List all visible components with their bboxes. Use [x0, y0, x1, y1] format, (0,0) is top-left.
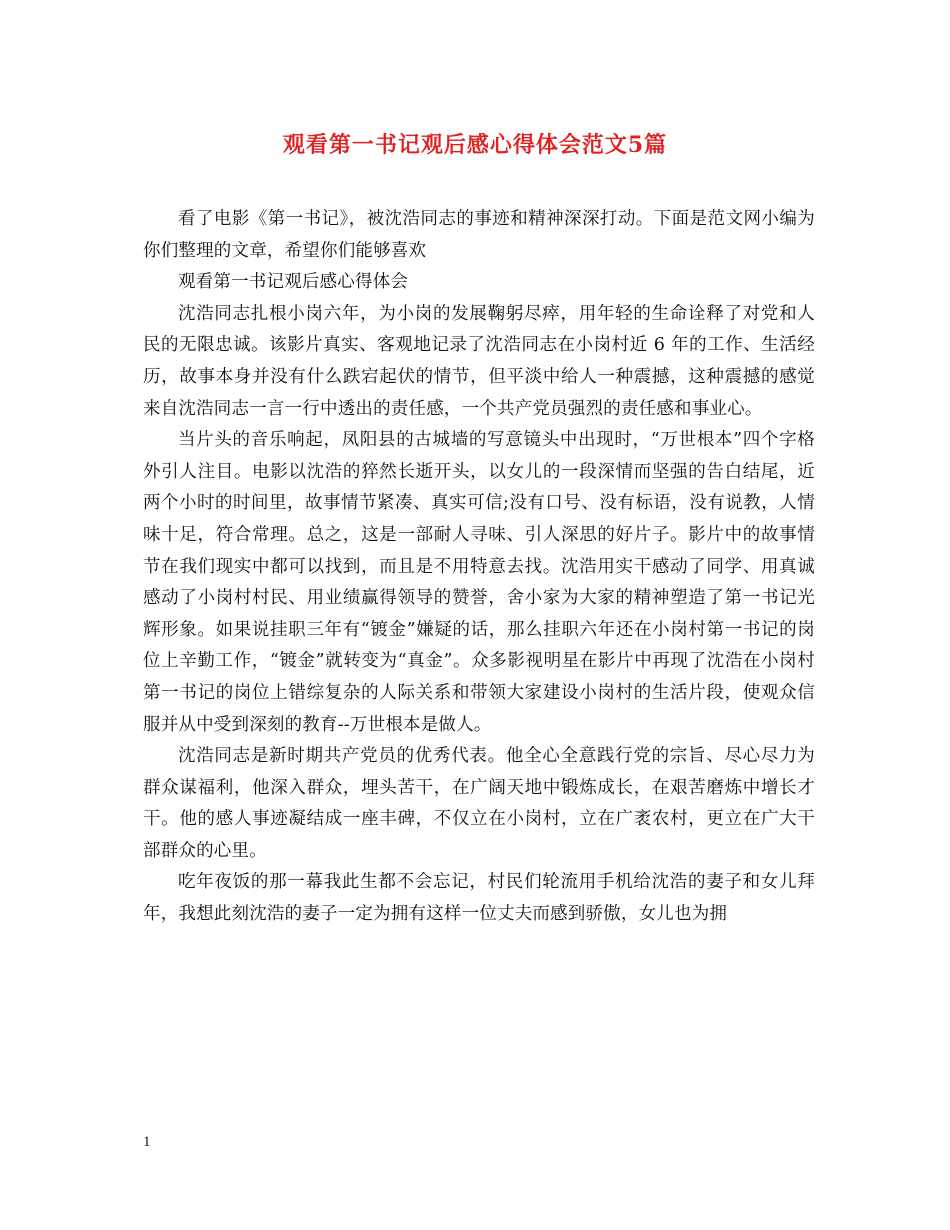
body-paragraph: 沈浩同志扎根小岗六年，为小岗的发展鞠躬尽瘁，用年轻的生命诠释了对党和人民的无限忠诚。该影片真实、客观地记录了沈浩同志在小岗村近 6 年的工作、生活经历，故事本身并没有什么跌宕起伏的情节，但平淡中给人一种震撼，这种震撼的感觉来自沈浩同志一言一行中透出的责任感，一个共产党员强烈的责任感和事业心。	[143, 303, 815, 419]
page-number: 1	[143, 1134, 151, 1150]
section-heading: 观看第一书记观后感心得体会	[178, 272, 409, 293]
document-body	[143, 204, 815, 931]
document-title: 观看第一书记观后感心得体会范文5篇	[282, 132, 668, 158]
body-paragraph: 沈浩同志是新时期共产党员的优秀代表。他全心全意践行党的宗旨、尽心尽力为群众谋福利，他深入群众，埋头苦干，在广阔天地中锻炼成长，在艰苦磨炼中增长才干。他的感人事迹凝结成一座丰碑，不仅立在小岗村，立在广袤农村，更立在广大干部群众的心里。	[143, 746, 815, 861]
intro-paragraph: 看了电影《第一书记》，被沈浩同志的事迹和精神深深打动。下面是范文网小编为你们整理的文章，希望你们能够喜欢	[143, 209, 815, 261]
body-paragraph: 当片头的音乐响起，凤阳县的古城墙的写意镜头中出现时，“万世根本”四个字格外引人注目。电影以沈浩的猝然长逝开头，以女儿的一段深情而坚强的告白结尾，近两个小时的时间里，故事情节紧凑、真实可信;没有口号、没有标语，没有说教，人情味十足，符合常理。总之，这是一部耐人寻味、引人深思的好片子。影片中的故事情节在我们现实中都可以找到，而且是不用特意去找。沈浩用实干感动了同学、用真诚感动了小岗村村民、用业绩赢得领导的赞誉，舍小家为大家的精神塑造了第一书记光辉形象。如果说挂职三年有“镀金”嫌疑的话，那么挂职六年还在小岗村第一书记的岗位上辛勤工作，“镀金”就转变为“真金”。众多影视明星在影片中再现了沈浩在小岗村第一书记的岗位上错综复杂的人际关系和带领大家建设小岗村的生活片段，使观众信服并从中受到深刻的教育--万世根本是做人。	[143, 430, 815, 735]
body-paragraph: 吃年夜饭的那一幕我此生都不会忘记，村民们轮流用手机给沈浩的妻子和女儿拜年，我想此刻沈浩的妻子一定为拥有这样一位丈夫而感到骄傲，女儿也为拥	[143, 872, 815, 925]
